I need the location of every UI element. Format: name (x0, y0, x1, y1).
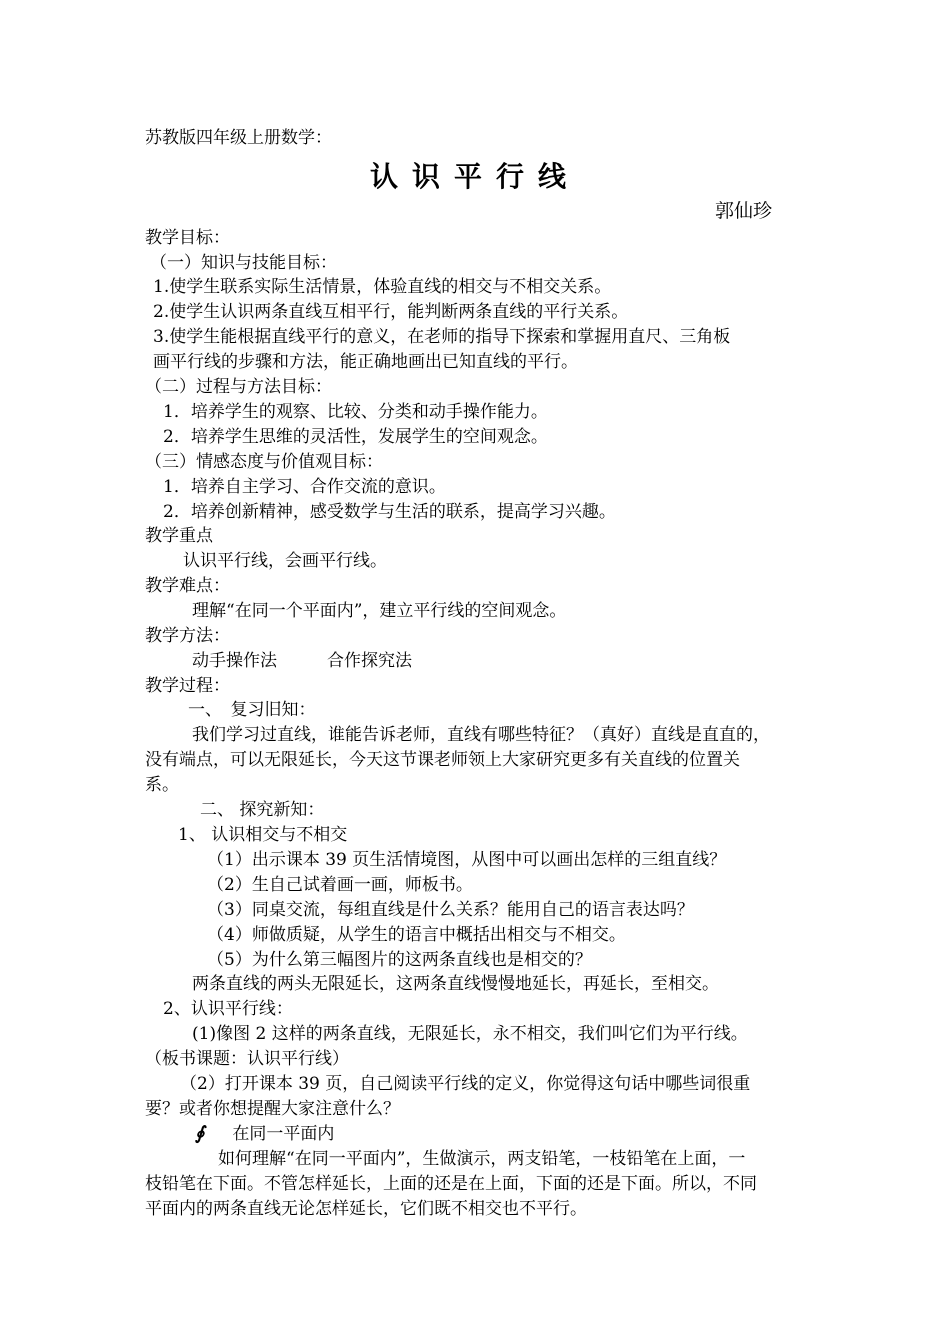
bullet-line (195, 1124, 334, 1144)
emotion-heading: （三）情感态度与价值观目标： (145, 452, 383, 472)
parallel-item-2b: 要？或者你想提醒大家注意什么？ (145, 1099, 400, 1119)
knowledge-item-3b: 画平行线的步骤和方法，能正确地画出已知直线的平行。 (153, 352, 578, 372)
emotion-item-1: 1．培养自主学习、合作交流的意识。 (163, 477, 446, 497)
method-item-1: 动手操作法 (192, 651, 277, 671)
parallel-heading: 2、认识平行线： (163, 999, 293, 1019)
difficulty-text: 理解“在同一个平面内”，建立平行线的空间观念。 (192, 601, 567, 621)
method-heading: 教学方法： (145, 626, 230, 646)
intersect-step-2: （2）生自己试着画一画，师板书。 (207, 875, 473, 895)
review-paragraph-line-1: 我们学习过直线，谁能告诉老师，直线有哪些特征？（真好）直线是直直的， (192, 725, 770, 745)
contour-integral-bullet-icon: ∮ (195, 1123, 205, 1144)
review-heading: 一、 复习旧知： (188, 700, 316, 720)
knowledge-heading: （一）知识与技能目标： (150, 253, 337, 273)
parallel-item-1a: (1)像图 2 这样的两条直线，无限延长，永不相交，我们叫它们为平行线。 (192, 1024, 748, 1044)
intersect-step-1: （1）出示课本 39 页生活情境图，从图中可以画出怎样的三组直线？ (207, 850, 727, 870)
knowledge-item-2: 2.使学生认识两条直线互相平行，能判断两条直线的平行关系。 (153, 302, 629, 322)
focus-text: 认识平行线，会画平行线。 (183, 551, 387, 571)
process-item-1: 1．培养学生的观察、比较、分类和动手操作能力。 (163, 402, 548, 422)
process-heading: （二）过程与方法目标： (145, 377, 332, 397)
series-header: 苏教版四年级上册数学： (145, 128, 332, 148)
knowledge-item-1: 1.使学生联系实际生活情景，体验直线的相交与不相交关系。 (153, 277, 612, 297)
page-title: 认识平行线 (369, 160, 580, 193)
parallel-item-2a: （2）打开课本 39 页，自己阅读平行线的定义，你觉得这句话中哪些词很重 (180, 1074, 751, 1094)
difficulty-heading: 教学难点： (145, 576, 230, 596)
parallel-item-1b: （板书课题：认识平行线） (145, 1049, 349, 1069)
focus-heading: 教学重点 (145, 526, 213, 546)
explore-heading: 二、 探究新知： (200, 800, 325, 820)
review-paragraph-line-3: 系。 (145, 775, 179, 795)
process-item-2: 2．培养学生思维的灵活性，发展学生的空间观念。 (163, 427, 548, 447)
bullet-text: 在同一平面内 (232, 1124, 335, 1144)
procedure-heading: 教学过程： (145, 676, 230, 696)
intersect-step-3: （3）同桌交流，每组直线是什么关系？能用自己的语言表达吗？ (207, 900, 694, 920)
plane-paragraph-line-3: 平面内的两条直线无论怎样延长，它们既不相交也不平行。 (145, 1199, 587, 1219)
intersect-heading: 1、 认识相交与不相交 (178, 825, 348, 845)
review-paragraph-line-2: 没有端点，可以无限延长，今天这节课老师领上大家研究更多有关直线的位置关 (145, 750, 740, 770)
knowledge-item-3a: 3.使学生能根据直线平行的意义，在老师的指导下探索和掌握用直尺、三角板 (153, 327, 731, 347)
plane-paragraph-line-1: 如何理解“在同一平面内”，生做演示，两支铅笔，一枝铅笔在上面，一 (218, 1149, 746, 1169)
plane-paragraph-line-2: 枝铅笔在下面。不管怎样延长，上面的还是在上面，下面的还是下面。所以，不同 (145, 1174, 757, 1194)
intersect-step-5-answer: 两条直线的两头无限延长，这两条直线慢慢地延长，再延长，至相交。 (192, 974, 719, 994)
objectives-heading: 教学目标： (145, 228, 230, 248)
intersect-step-4: （4）师做质疑，从学生的语言中概括出相交与不相交。 (207, 925, 626, 945)
intersect-step-5: （5）为什么第三幅图片的这两条直线也是相交的？ (207, 950, 592, 970)
method-item-2: 合作探究法 (327, 651, 412, 671)
author-name: 郭仙珍 (715, 200, 773, 222)
emotion-item-2: 2．培养创新精神，感受数学与生活的联系，提高学习兴趣。 (163, 502, 616, 522)
